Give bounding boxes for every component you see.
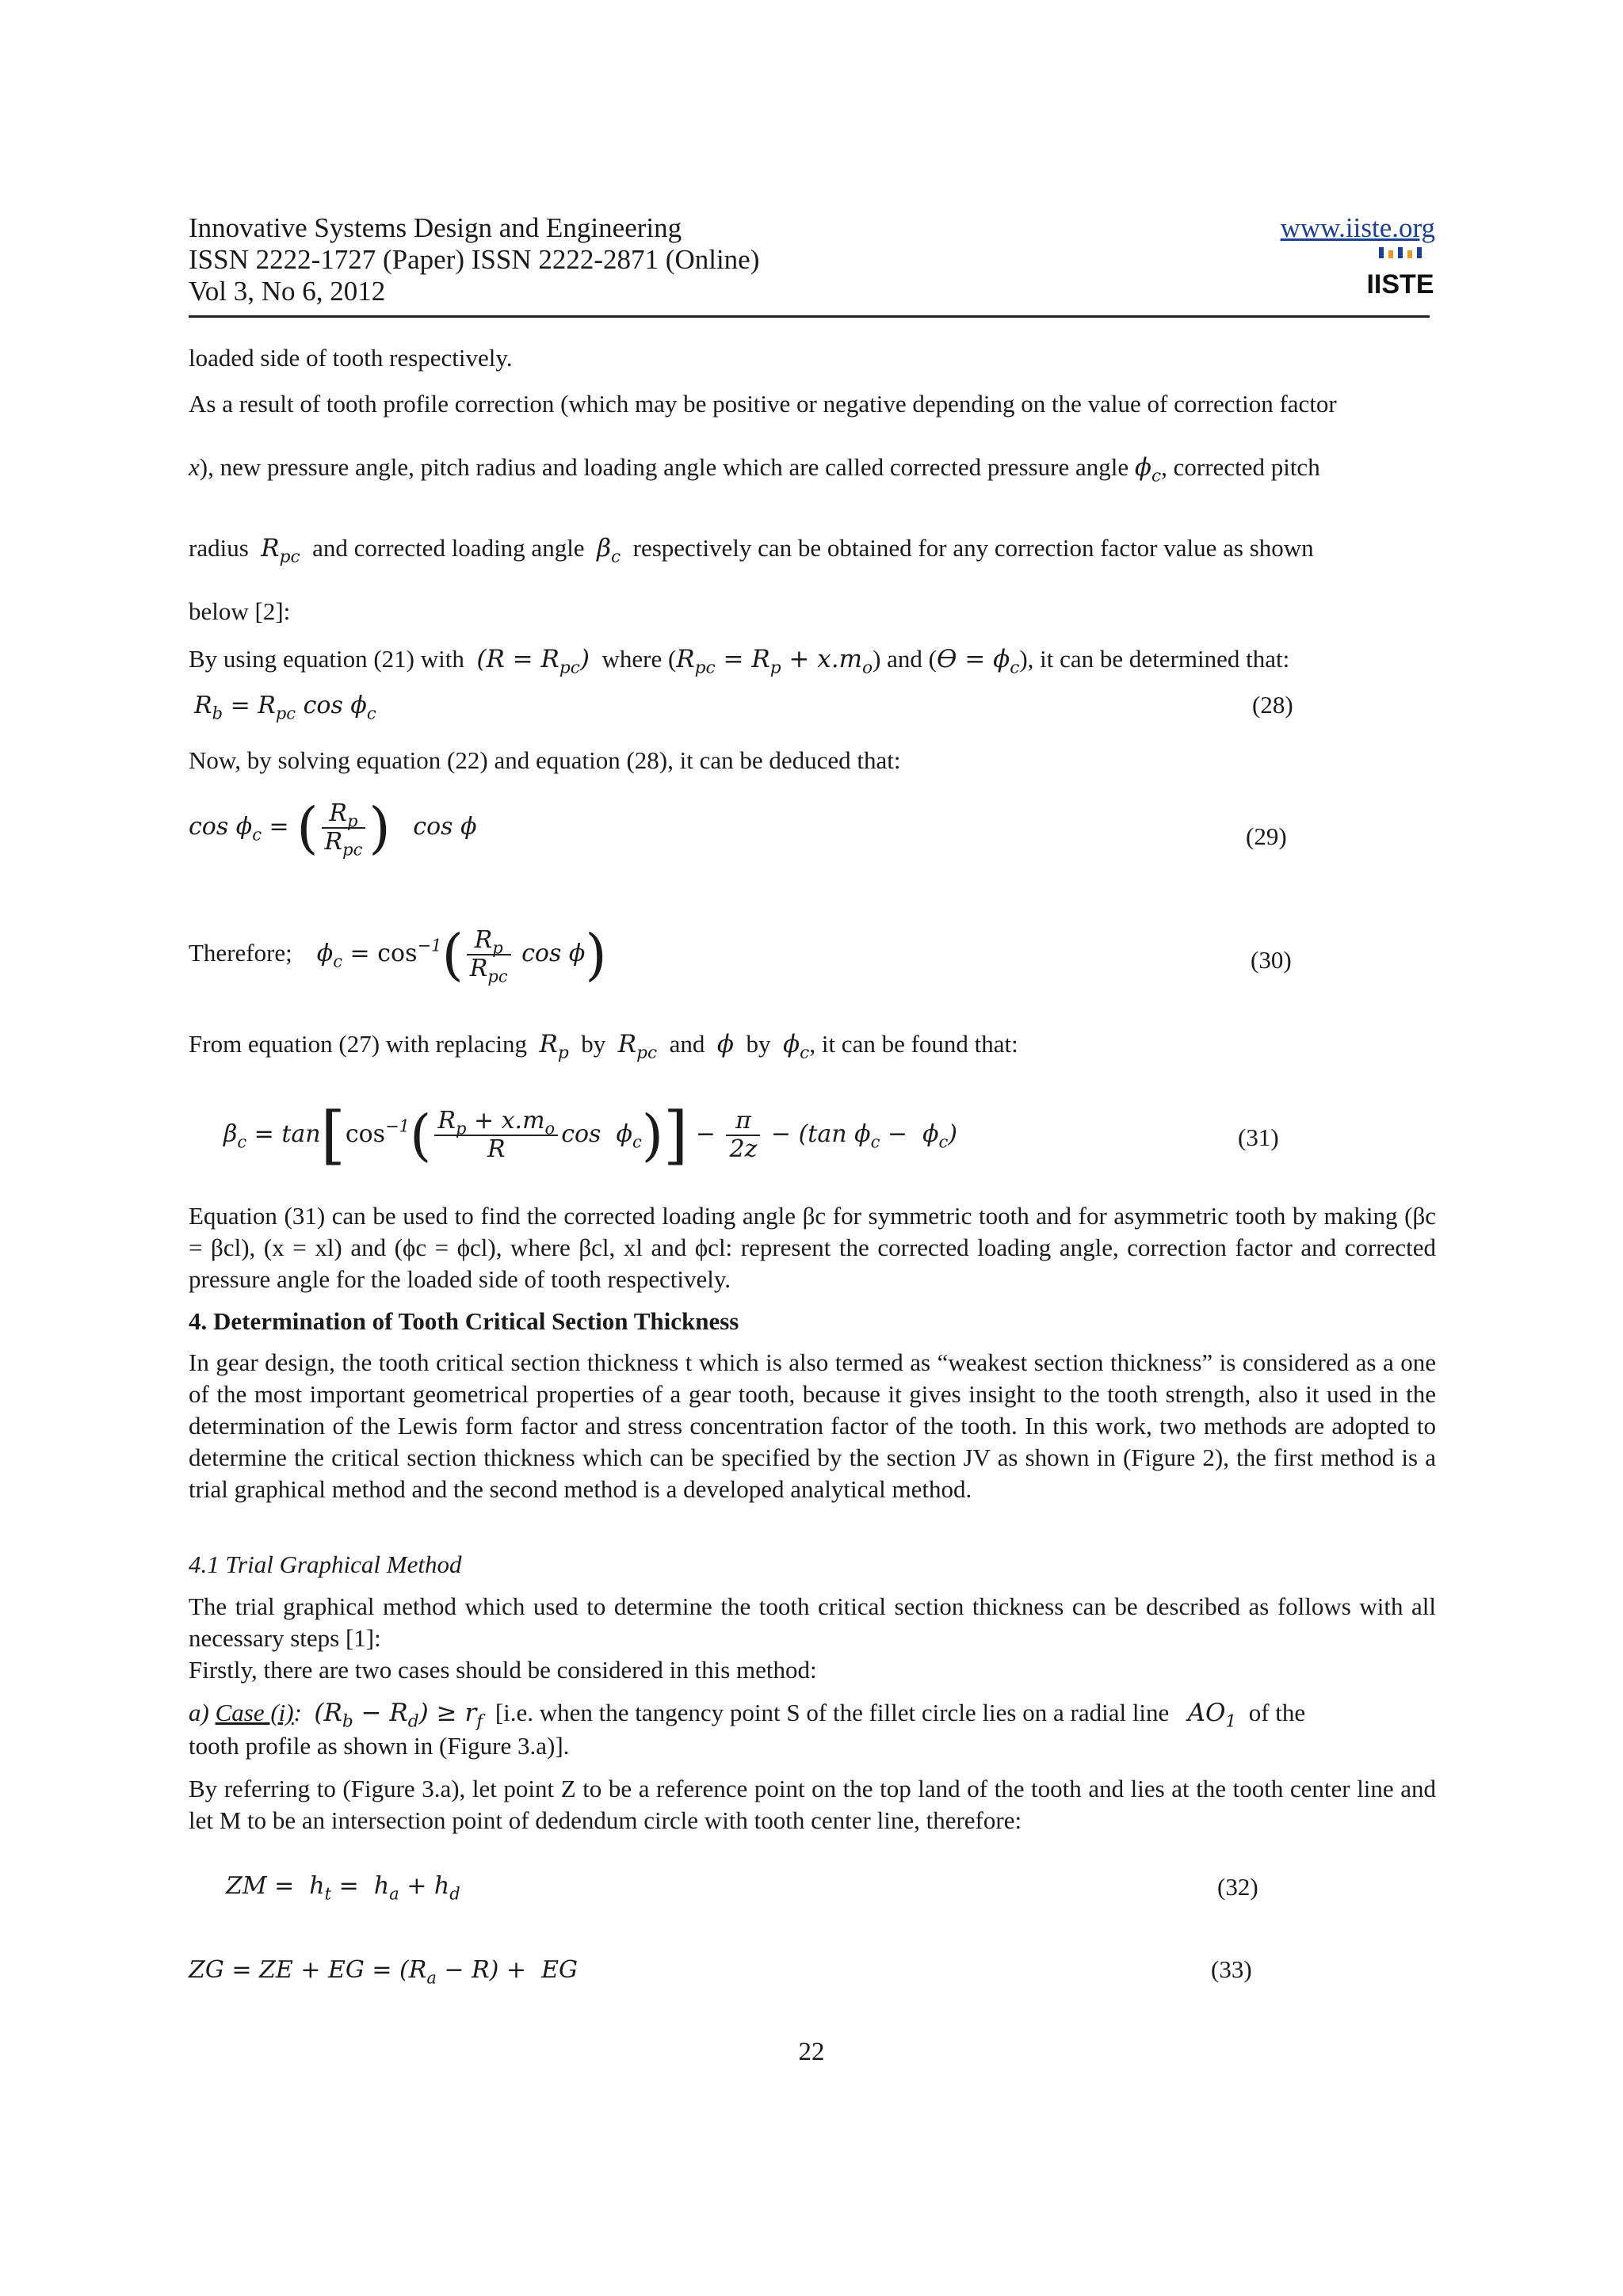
header-rule	[189, 315, 1430, 318]
paragraph-2-line-4: below [2]:	[189, 597, 291, 625]
journal-title: Innovative Systems Design and Engineering	[189, 212, 682, 243]
equation-28-number: (28)	[1252, 691, 1293, 719]
equation-32: ZM = $h_t = h_a + h_d$	[226, 1872, 460, 1904]
paragraph-1: loaded side of tooth respectively.	[189, 344, 513, 372]
paragraph-2-line-2: x), new pressure angle, pitch radius and loading angle which are called corrected pressure angle $\phi_c$, corrected pitch	[189, 453, 1320, 486]
equation-30-number: (30)	[1251, 946, 1292, 974]
journal-volume: Vol 3, No 6, 2012	[189, 276, 386, 307]
paragraph-8: The trial graphical method which used to determine the tooth critical section thickness can be described as follows with all necessary steps [1]:	[189, 1592, 1436, 1652]
paragraph-3: By using equation (21) with $(R = R_{pc})$ where $(R_{pc} = R_p + x.m_o)$ and $(ϴ = \phi_c)$, it can be determined that:	[189, 645, 1290, 678]
paragraph-10-line-1: a) Case (i): $(R_b - R_d) \ge r_f$ [i.e. when the tangency point S of the fillet circle lies on a radial line $AO_1$ of the	[189, 1699, 1306, 1732]
journal-issn: ISSN 2222-1727 (Paper) ISSN 2222-2871 (Online)	[189, 244, 760, 275]
website-link[interactable]: www.iiste.org	[1280, 212, 1435, 243]
paragraph-2-line-1: As a result of tooth profile correction (which may be positive or negative depending on the value of correction factor	[189, 390, 1337, 418]
equation-33: ZG = ZE + EG = $(R_a - R)$ + EG	[189, 1956, 578, 1988]
logo-text: IISTE	[1366, 269, 1434, 299]
equation-29-number: (29)	[1246, 822, 1287, 850]
section-4-1-heading: 4.1 Trial Graphical Method	[189, 1550, 462, 1578]
paragraph-10-line-2: tooth profile as shown in (Figure 3.a)].	[189, 1732, 570, 1760]
paragraph-9: Firstly, there are two cases should be considered in this method:	[189, 1656, 817, 1684]
paragraph-6: Equation (31) can be used to find the corrected loading angle βc for symmetric tooth and for asymmetric tooth by making (βc = βcl), (x = xl) and (ϕc = ϕcl), where βcl, xl and ϕcl: represent the corrected loading angle, correction factor and corrected pressure angle for the loaded side of tooth respectively.	[189, 1202, 1436, 1293]
equation-30: Therefore; $\phi_c = \cos^{-1}$( $\frac{R_p}{R_{pc}}$ cos ϕ)	[189, 922, 607, 987]
equation-33-number: (33)	[1211, 1955, 1252, 1983]
paragraph-11: By referring to (Figure 3.a), let point Z to be a reference point on the top land of the tooth and lies at the tooth center line and let M to be an intersection point of dedendum circle with tooth center line, therefore:	[189, 1775, 1436, 1834]
paragraph-5: From equation (27) with replacing $R_p$ by $R_{pc}$ and ϕ by $\phi_c$, it can be found that:	[189, 1030, 1018, 1063]
equation-29: $\cos \phi_c$ = ( $\frac{R_p}{R_{pc}}$ ) cos ϕ	[189, 795, 477, 860]
equation-28: $R_b = R_{pc}$ $\cos \phi_c$	[194, 692, 376, 723]
page-number: 22	[798, 2038, 825, 2066]
therefore-label: Therefore;	[189, 939, 292, 967]
equation-32-number: (32)	[1217, 1873, 1258, 1901]
paragraph-2-line-3: radius $R_{pc}$ and corrected loading angle $\beta_c$ respectively can be obtained for any correction factor value as shown	[189, 534, 1314, 567]
iiste-logo	[1366, 246, 1434, 299]
paragraph-4: Now, by solving equation (22) and equation (28), it can be deduced that:	[189, 746, 901, 774]
paragraph-7: In gear design, the tooth critical section thickness t which is also termed as “weakest section thickness” is considered as a one of the most important geometrical properties of a gear tooth, because it gives insight to the tooth strength, also it used in the determination of the Lewis form factor and stress concentration factor of the tooth. In this work, two methods are adopted to determine the critical section thickness which can be specified by the section JV as shown in (Figure 2), the first method is a trial graphical method and the second method is a developed analytical method.	[189, 1348, 1436, 1503]
equation-31-number: (31)	[1238, 1123, 1279, 1151]
section-4-heading: 4. Determination of Tooth Critical Section Thickness	[189, 1307, 739, 1335]
equation-31: $\beta_c = \tan[\cos^{-1}$( $\frac{R_p + x.m_o}{R}$ $\cos \phi_c$)] − $\frac{\pi}{2z}$ − (tan $\phi_c - \phi_c$)	[223, 1098, 958, 1172]
